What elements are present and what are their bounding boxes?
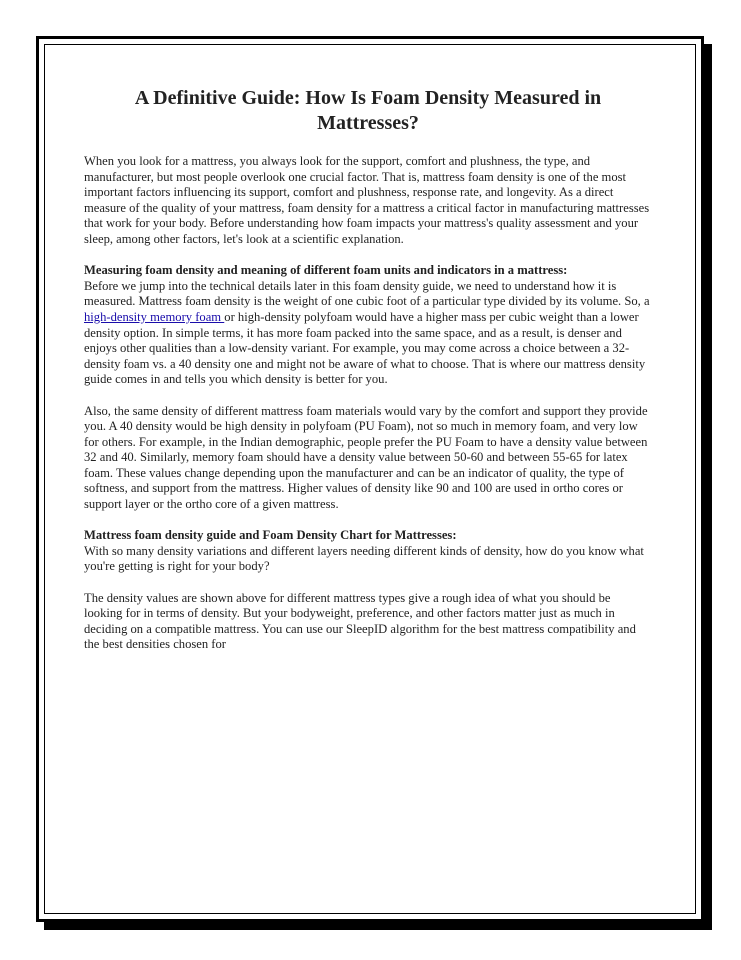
section-heading-measuring: Measuring foam density and meaning of different foam units and indicators in a mattress: bbox=[84, 263, 568, 278]
density-guide-paragraph: With so many density variations and different layers needing different kinds of density, how do you know what you're getting is right for your body? bbox=[84, 543, 644, 574]
density-variation-paragraph: Also, the same density of different mattress foam materials would vary by the comfort and support they provide you. A 40 density would be high density in polyfoam (PU Foam), not so much in memory foam, and very low for others. For example, in the Indian demographic, people prefer the PU Foam to have a density value between 32 and 40. Similarly, memory foam should have a density value between 50-60 and between 55-65 for latex foam. These values change depending upon the manufacturer and can be an indicator of quality, the type of softness, and support from the mattress. Higher values of density like 90 and 100 are used in ortho cores or support layer or the ortho core of a given mattress. bbox=[84, 403, 648, 512]
measuring-text-after-link: or high-density polyfoam would have a higher mass per cubic weight than a lower density option. In simple terms, it has more foam packed into the same space, and as a result, is denser and enjoys other qualities than a low-density variant. For example, you may come across a choice between a 32-density foam vs. a 40 density one and might not be aware of what to choose. That is where our mattress density guide comes in and tells you which density is better for you. bbox=[84, 309, 646, 387]
intro-paragraph: When you look for a mattress, you always look for the support, comfort and plushness, the type, and manufacturer, but most people overlook one crucial factor. That is, mattress foam density is one of the most important factors influencing its support, comfort and plushness, response rate, and longevity. As a direct measure of the quality of your mattress, foam density for a mattress a critical factor in manufacturing mattresses that work for your body. Before understanding how foam impacts your mattress's quality assessment and your sleep, among other factors, let's look at a scientific explanation. bbox=[84, 154, 650, 246]
measuring-paragraph bbox=[84, 279, 652, 388]
document-body bbox=[84, 86, 652, 653]
density-values-paragraph: The density values are shown above for different mattress types give a rough idea of what you should be looking for in terms of density. But your bodyweight, preference, and other factors matter just as much in deciding on a compatible mattress. You can use our SleepID algorithm for the best mattress compatibility and the best densities chosen for bbox=[84, 590, 636, 652]
measuring-text-before-link: Before we jump into the technical details later in this foam density guide, we need to understand how it is measured. Mattress foam density is the weight of one cubic foot of a particular type divided by its volume. So, a bbox=[84, 278, 650, 309]
section-heading-density-guide: Mattress foam density guide and Foam Density Chart for Mattresses: bbox=[84, 528, 457, 543]
page-title: A Definitive Guide: How Is Foam Density Measured in Mattresses? bbox=[134, 87, 602, 134]
section-density-guide bbox=[84, 528, 652, 575]
high-density-memory-foam-link[interactable]: high-density memory foam bbox=[84, 309, 225, 324]
section-measuring bbox=[84, 263, 652, 388]
